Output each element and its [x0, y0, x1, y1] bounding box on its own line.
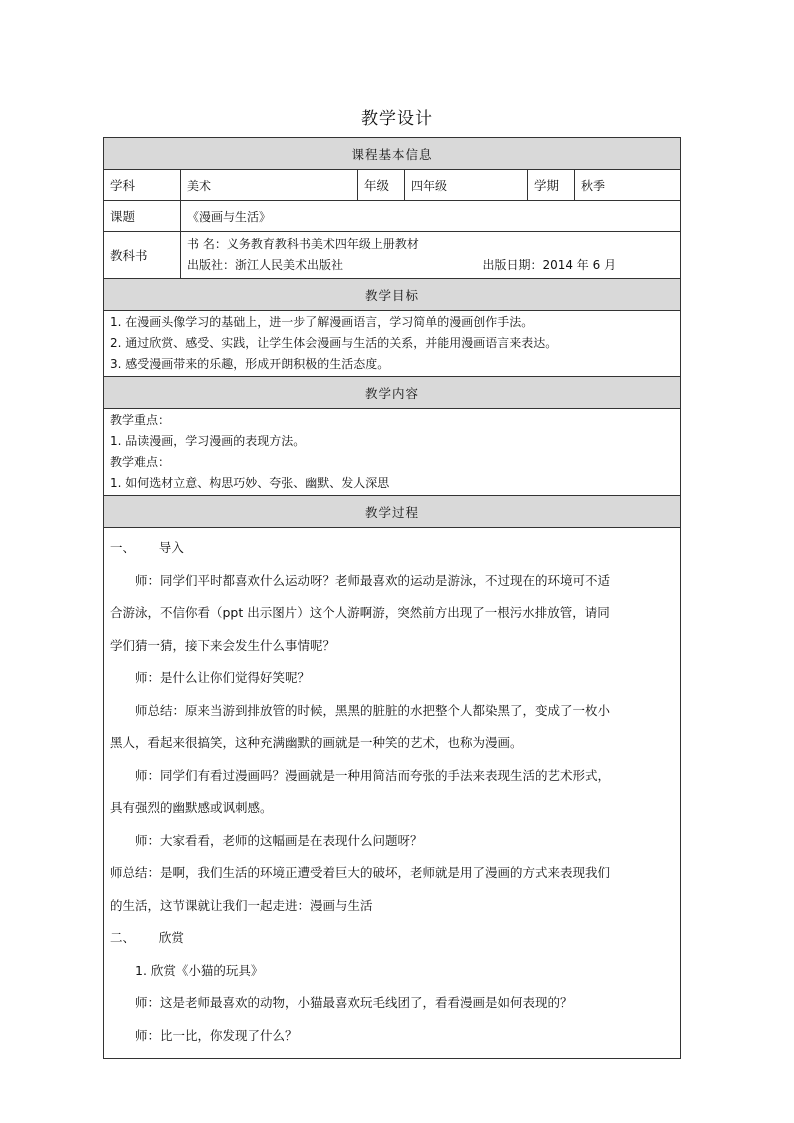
- paragraph-line: 合游泳，不信你看（ppt 出示图片）这个人游啊游，突然前方出现了一根污水排放管，请同: [110, 605, 610, 620]
- publish-date: 出版日期：2014 年 6 月: [482, 258, 617, 272]
- paragraph-line: 黑人，看起来很搞笑，这种充满幽默的画就是一种笑的艺术，也称为漫画。: [110, 735, 523, 750]
- textbook-label: 教科书: [104, 232, 181, 279]
- content-block: [104, 409, 681, 496]
- term-label: 学期: [528, 170, 575, 201]
- paragraph-line: 师：比一比，你发现了什么？: [135, 1027, 298, 1043]
- paragraph-line: 学们猜一猜，接下来会发生什么事情呢？: [110, 637, 336, 653]
- key-point-item: 1. 品读漫画，学习漫画的表现方法。: [110, 434, 306, 448]
- paragraph-line: 具有强烈的幽默感或讽刺感。: [110, 800, 273, 815]
- lesson-plan-table: [103, 137, 681, 1059]
- subject-value: 美术: [181, 170, 358, 201]
- paragraph-line: 师：是什么让你们觉得好笑呢？: [135, 670, 311, 685]
- section-heading: 二、 欣赏: [110, 930, 184, 945]
- grade-value: 四年级: [405, 170, 528, 201]
- objectives-list: [104, 311, 681, 377]
- list-item: 3. 感受漫画带来的乐趣，形成开朗积极的生活态度。: [110, 357, 390, 371]
- paragraph-line: 1. 欣赏《小猫的玩具》: [135, 962, 264, 978]
- paragraph-line: 师：这是老师最喜欢的动物，小猫最喜欢玩毛线团了，看看漫画是如何表现的？: [135, 995, 573, 1010]
- paragraph-line: 的生活，这节课就让我们一起走进：漫画与生活: [110, 897, 373, 913]
- list-item: 2. 通过欣赏、感受、实践，让学生体会漫画与生活的关系，并能用漫画语言来表达。: [110, 336, 558, 350]
- paragraph-line: 师：同学们有看过漫画吗？漫画就是一种用简洁而夸张的手法来表现生活的艺术形式，: [135, 767, 611, 783]
- section-header-content: 教学内容: [104, 377, 681, 409]
- textbook-info: [181, 232, 681, 279]
- topic-value: 《漫画与生活》: [181, 201, 681, 232]
- grade-label: 年级: [358, 170, 405, 201]
- process-block: [104, 528, 681, 1059]
- subject-label: 学科: [104, 170, 181, 201]
- publisher: 出版社：浙江人民美术出版社: [187, 258, 344, 272]
- page-title: 教学设计: [361, 109, 433, 129]
- difficult-point-item: 1. 如何选材立意、构思巧妙、夸张、幽默、发人深思: [110, 476, 390, 490]
- difficult-points-label: 教学难点：: [110, 455, 171, 469]
- paragraph-line: 师总结：原来当游到排放管的时候，黑黑的脏脏的水把整个人都染黑了，变成了一枚小: [135, 702, 611, 718]
- paragraph-line: 师：大家看看，老师的这幅画是在表现什么问题呀？: [135, 832, 423, 848]
- list-item: 1. 在漫画头像学习的基础上，进一步了解漫画语言，学习简单的漫画创作手法。: [110, 315, 534, 329]
- book-name: 书 名：义务教育教科书美术四年级上册教材: [187, 237, 419, 251]
- paragraph-line: 师：同学们平时都喜欢什么运动呀？老师最喜欢的运动是游泳，不过现在的环境可不适: [135, 572, 611, 588]
- topic-label: 课题: [104, 201, 181, 232]
- key-points-label: 教学重点：: [110, 413, 171, 427]
- basic-info-row: [104, 170, 681, 201]
- section-header-objectives: 教学目标: [104, 279, 681, 311]
- publisher-row: [187, 255, 674, 276]
- term-value: 秋季: [575, 170, 681, 201]
- paragraph-line: 师总结：是啊，我们生活的环境正遭受着巨大的破坏，老师就是用了漫画的方式来表现我们: [110, 865, 611, 880]
- section-header-basic: 课程基本信息: [104, 138, 681, 170]
- section-header-process: 教学过程: [104, 496, 681, 528]
- section-heading: 一、 导入: [110, 540, 184, 555]
